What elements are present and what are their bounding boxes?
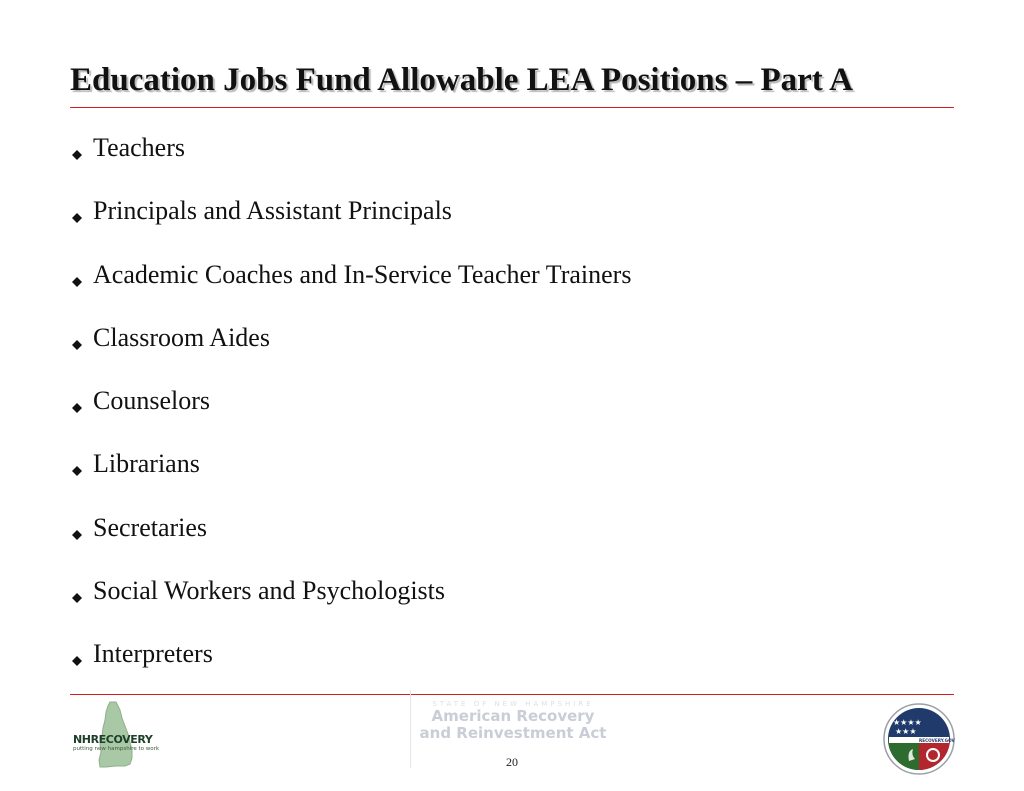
diamond-bullet-icon [72, 340, 82, 350]
list-item-label: Secretaries [93, 512, 208, 542]
list-item [72, 320, 631, 383]
list-item-label: Teachers [93, 133, 186, 162]
recovery-seal-icon [883, 703, 955, 775]
seal-text: RECOVERY.GOV [919, 737, 955, 743]
list-item [72, 573, 631, 636]
arra-line-1: American Recovery [431, 707, 595, 725]
list-item [72, 446, 631, 509]
list-item-label: Classroom Aides [93, 322, 270, 352]
arra-state-label: STATE OF NEW HAMPSHIRE [432, 700, 594, 708]
list-item-label: Librarians [93, 449, 200, 479]
nh-recovery-logo-text: NHRECOVERY [73, 733, 153, 746]
list-item-label: Counselors [93, 386, 210, 416]
diamond-bullet-icon [72, 530, 82, 540]
position-list [72, 130, 631, 700]
svg-text:★★★★: ★★★★ [893, 718, 922, 727]
svg-text:★★★: ★★★ [895, 727, 917, 736]
list-item-label: Academic Coaches and In-Service Teacher Trainers [93, 259, 632, 289]
footer-separator [410, 690, 411, 768]
list-item-label: Principals and Assistant Principals [93, 196, 452, 226]
title-divider [70, 107, 954, 108]
diamond-bullet-icon [72, 656, 82, 666]
list-item-label: Social Workers and Psychologists [93, 576, 446, 606]
nh-recovery-tagline: putting new hampshire to work [73, 746, 160, 752]
list-item-label: Interpreters [93, 639, 213, 669]
slide-title: Education Jobs Fund Allowable LEA Positions – Part A [70, 62, 853, 98]
diamond-bullet-icon [72, 150, 82, 160]
list-item [72, 510, 631, 573]
list-item [72, 257, 631, 320]
list-item [72, 383, 631, 446]
diamond-bullet-icon [72, 213, 82, 223]
diamond-bullet-icon [72, 593, 82, 603]
diamond-bullet-icon [72, 277, 82, 287]
footer-divider [70, 694, 954, 695]
arra-line-2: and Reinvestment Act [419, 724, 607, 742]
diamond-bullet-icon [72, 403, 82, 413]
arra-footer-logo [418, 700, 608, 742]
list-item [72, 130, 631, 193]
page-number: 20 [506, 755, 518, 769]
diamond-bullet-icon [72, 466, 82, 476]
list-item [72, 636, 631, 699]
list-item [72, 193, 631, 256]
